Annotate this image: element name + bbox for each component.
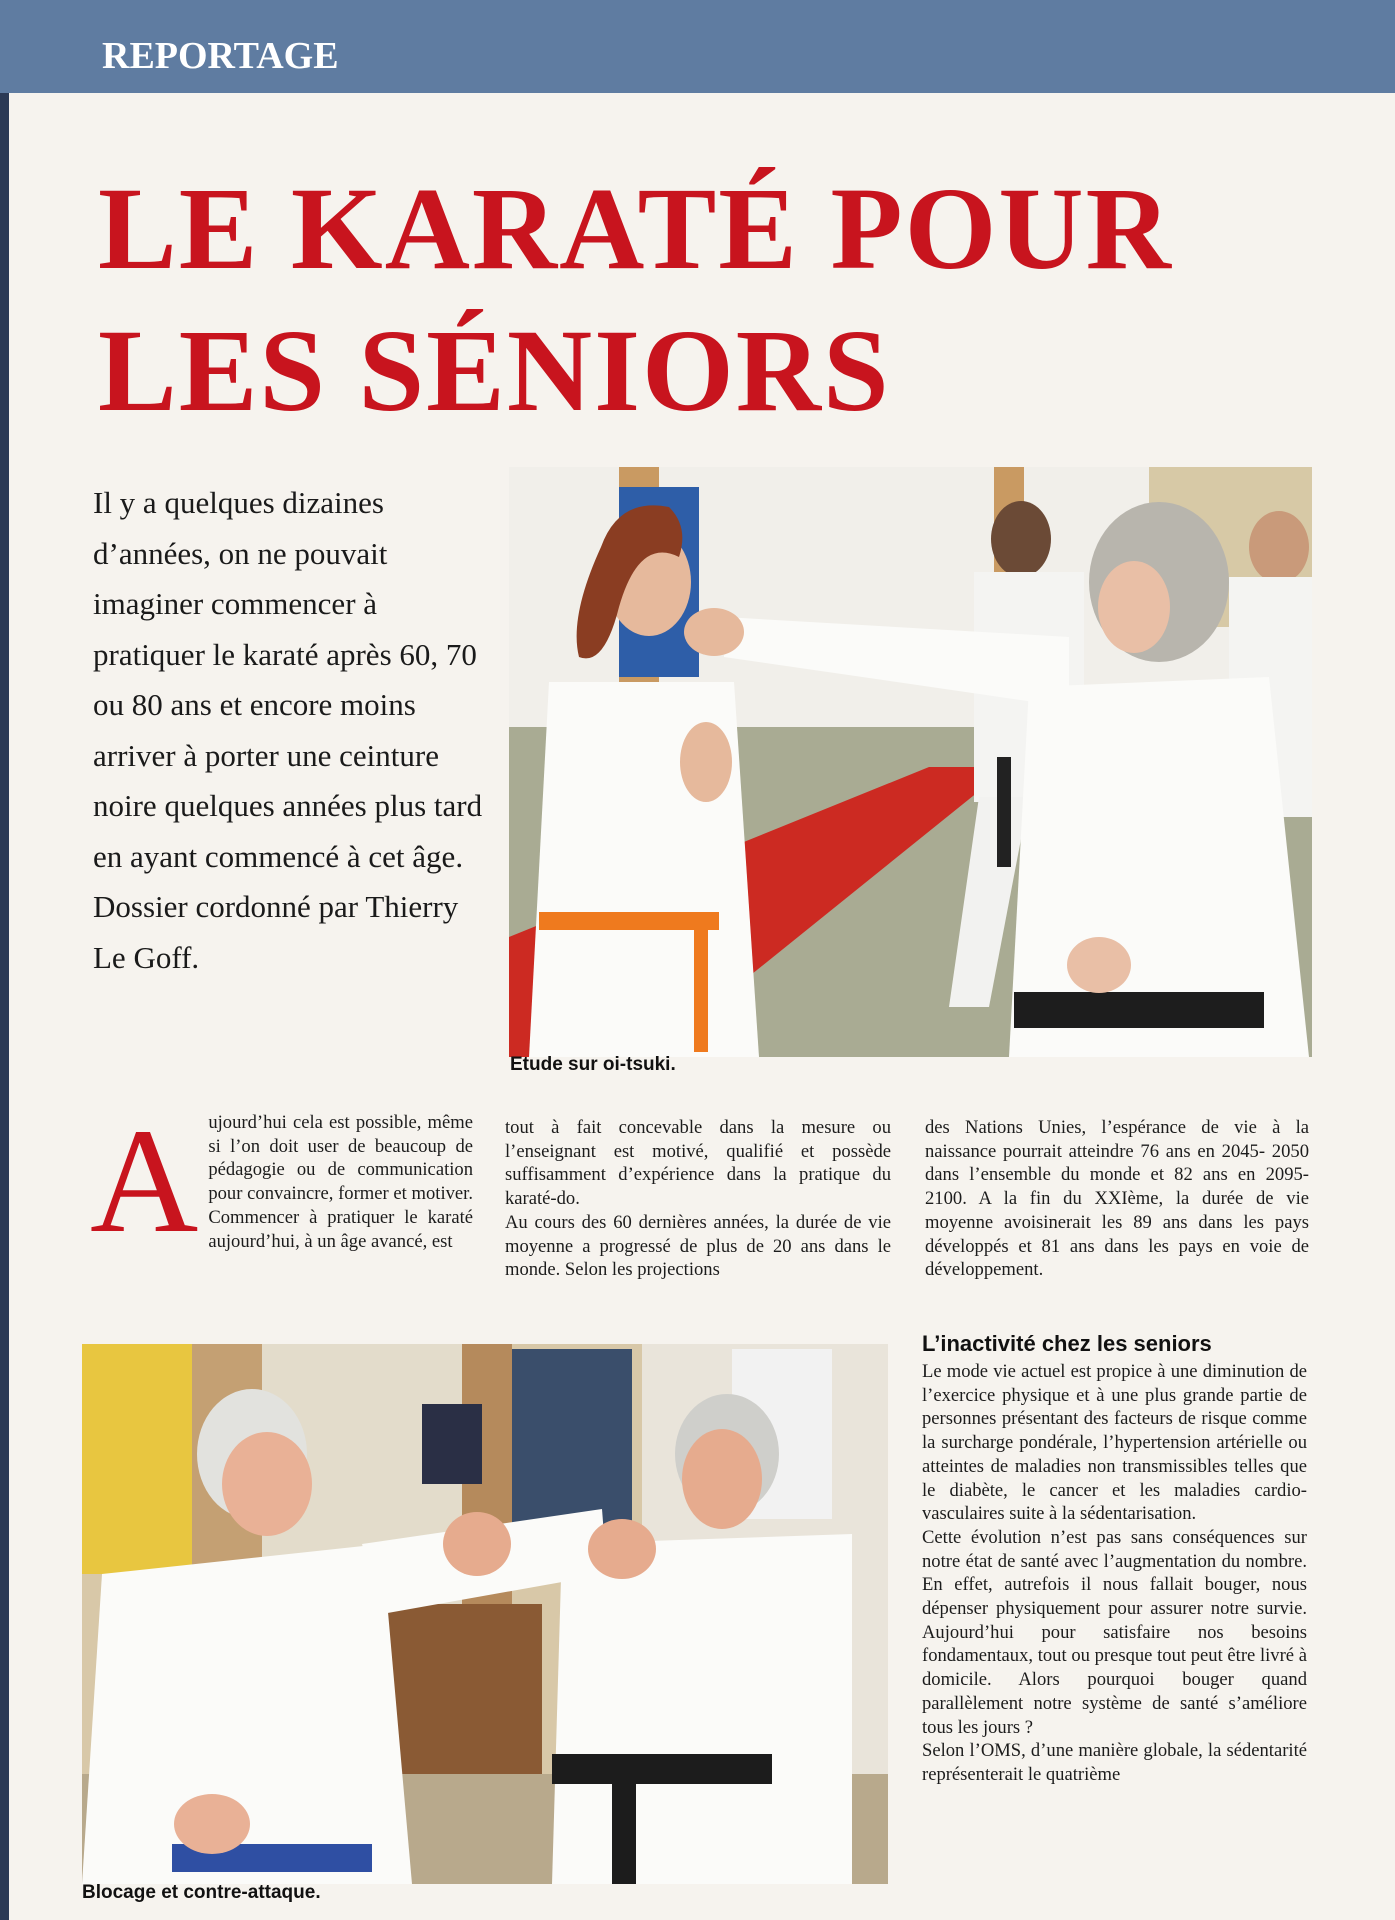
photo-oi-tsuki	[509, 467, 1312, 1057]
article-title	[98, 158, 1173, 442]
article-col3-text: des Nations Unies, l’espérance de vie à la naissance pourrait atteindre 76 ans en 2045- 2050 dans l’ensemble du monde et 82 ans en 2095- 2100. A la fin du XXIème, la durée de vie moyenne avoisinerait les 89 ans dans les pays développés et 81 ans dans les pays en voie de développement.	[925, 1117, 1309, 1281]
article-col2-paragraph-1: tout à fait concevable dans la mesure ou l’enseignant est motivé, qualifié et possède suffisamment d’expérience dans la pratique du karaté-do.	[505, 1117, 891, 1210]
article-column-1	[90, 1098, 473, 1264]
article-col3b-paragraph-3: Selon l’OMS, d’une manière globale, la sédentarité représenterait le quatrième	[922, 1740, 1307, 1785]
drop-cap: A	[90, 1098, 199, 1264]
article-column-3-continued	[922, 1330, 1307, 1787]
intro-text	[93, 478, 493, 983]
section-label: REPORTAGE	[102, 35, 339, 77]
page-edge	[0, 0, 9, 1920]
article-col2-paragraph-2: Au cours des 60 dernières années, la durée de vie moyenne a progressé de plus de 20 ans dans le monde. Selon les projections	[505, 1211, 891, 1281]
title-line-2: LES SÉNIORS	[98, 305, 891, 436]
article-subheading: L’inactivité chez les seniors	[922, 1331, 1212, 1356]
photo-blocage-caption: Blocage et contre-attaque.	[82, 1882, 321, 1903]
title-line-1: LE KARATÉ POUR	[98, 163, 1173, 294]
photo-blocage	[82, 1344, 888, 1884]
photo-oi-tsuki-caption: Etude sur oi-tsuki.	[510, 1054, 676, 1075]
article-col3b-paragraph-2: Cette évolution n’est pas sans conséquences sur notre état de santé avec l’augmentation du nombre. En effet, autrefois il nous fallait bouger, nous dépenser physiquement pour assurer notre survie. Aujourd’hui pour satisfaire nos besoins fondamentaux, tout ou presque tout peut être livré à domicile. Alors pourquoi bouger quand parallèlement notre système de santé s’améliore tous les jours ?	[922, 1526, 1307, 1738]
article-column-3	[925, 1116, 1309, 1282]
intro-paragraph: Il y a quelques dizaines d’années, on ne pouvait imaginer commencer à pratiquer le karaté après 60, 70 ou 80 ans et encore moins arriver à porter une ceinture noire quelques années plus tard en ayant commencé à cet âge. Dossier cordonné par Thierry Le Goff.	[93, 485, 483, 975]
section-header-bar	[0, 0, 1395, 93]
article-col1-text: ujourd’hui cela est possible, même si l’on doit user de beaucoup de pédagogie ou de communication pour convaincre, former et motiver. Commencer à pratiquer le karaté aujourd’hui, à un âge avancé, est	[208, 1112, 473, 1252]
photo-oi-tsuki-illustration	[509, 467, 1312, 1057]
article-col3b-paragraph-1: Le mode vie actuel est propice à une diminution de l’exercice physique et à une plus grande partie de personnes présentant des facteurs de risque comme la surcharge pondérale, l’hypertension artérielle ou atteintes de maladies non transmissibles telles que le diabète, le cancer et les maladies cardio-vasculaires suite à la sédentarisation.	[922, 1361, 1307, 1525]
article-column-2	[505, 1116, 891, 1282]
photo-blocage-illustration	[82, 1344, 888, 1884]
